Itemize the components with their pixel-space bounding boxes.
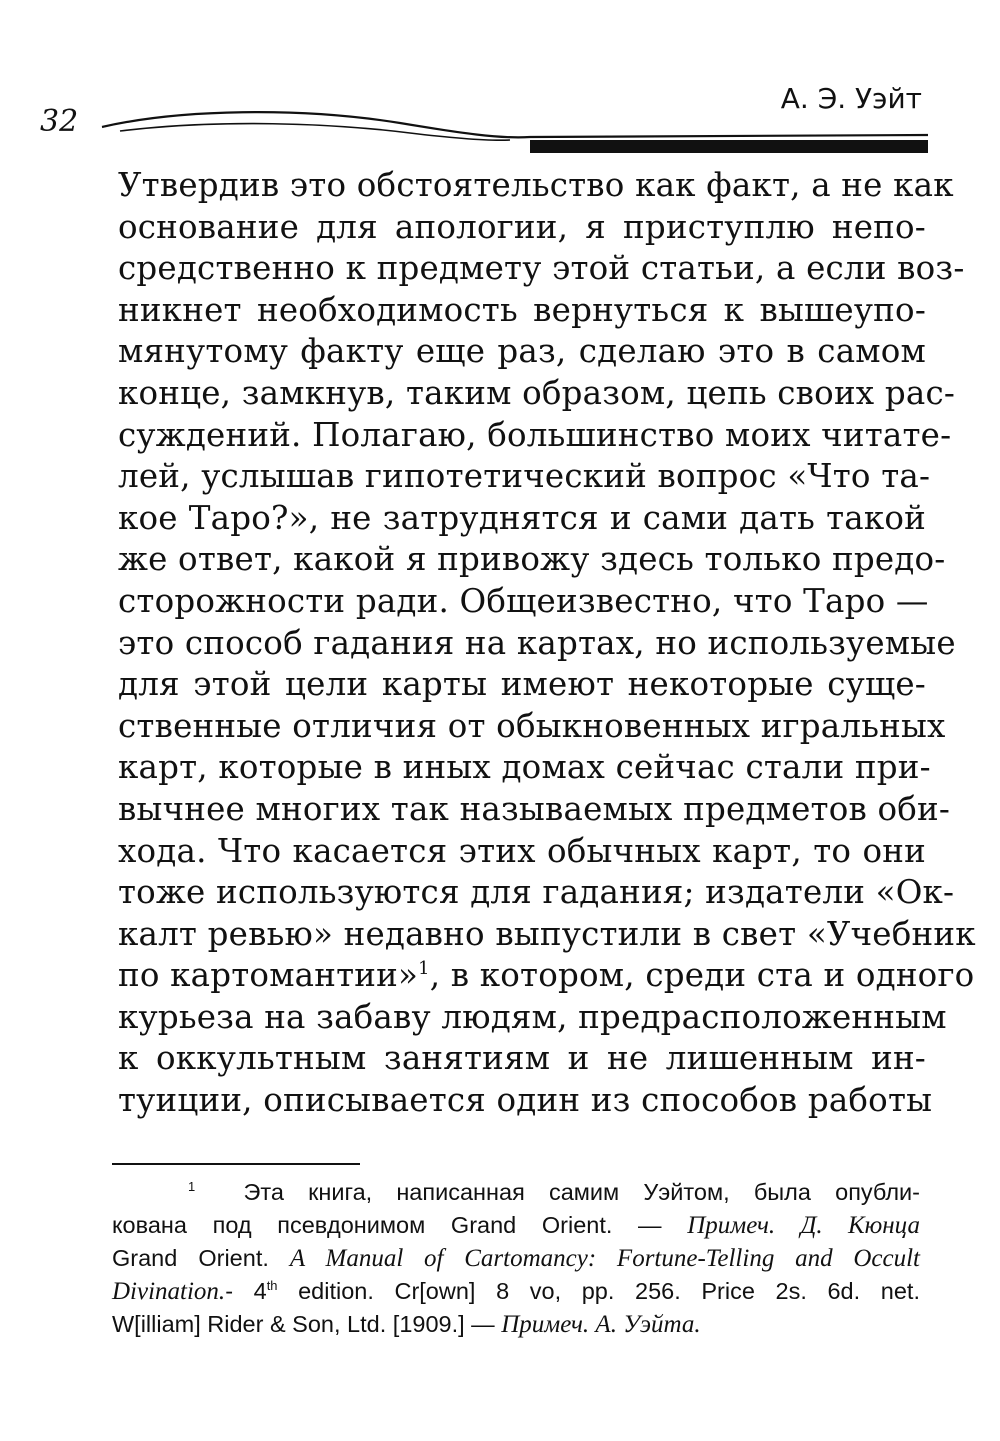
footnote-text: Grand Orient.: [112, 1245, 290, 1271]
body-line: лей, услышав гипотетический вопрос «Что та-: [118, 457, 931, 496]
footnote-text: - 4: [225, 1278, 267, 1304]
footnote-book-title-end: Divination.: [112, 1278, 226, 1305]
footnote-line: [112, 1242, 920, 1275]
footnote-text: edition. Cr[own] 8 vo, pp. 256. Price 2s. 6d. net.: [277, 1278, 920, 1304]
footnote-line: [112, 1176, 920, 1209]
body-line: мянутому факту еще раз, сделаю это в самом: [118, 332, 926, 371]
body-line: кое Таро?», не затруднятся и сами дать такой: [118, 498, 926, 537]
ornament-swash: [102, 112, 928, 137]
footnote-editor-note: Примеч. Д. Кюнца: [687, 1212, 920, 1239]
footnote-author-note: Примеч. А. Уэйта.: [501, 1311, 701, 1338]
body-line: никнет необходимость вернуться к вышеупо-: [118, 290, 926, 329]
footnote-text: Эта книга, написанная самим Уэйтом, была опубли-: [243, 1179, 921, 1205]
body-line-with-note: [118, 955, 975, 997]
body-line: ственные отличия от обыкновенных игральных: [118, 706, 946, 745]
body-line: вычнее многих так называемых предметов оби-: [118, 789, 951, 828]
body-line: суждений. Полагаю, большинство моих читате-: [118, 415, 952, 454]
footnote-book-title: A Manual of Cartomancy: Fortune-Telling and Occult: [289, 1245, 920, 1272]
footnote-ordinal: th: [266, 1278, 278, 1294]
page-number: 32: [40, 104, 79, 139]
footnote-line: [112, 1308, 920, 1341]
body-line: это способ гадания на картах, но используемые: [118, 623, 956, 662]
header-ornament: [100, 105, 930, 155]
body-line: к оккультным занятиям и не лишенным ин-: [118, 1039, 926, 1078]
body-line: средственно к предмету этой статьи, а если воз-: [118, 249, 965, 288]
footnote-divider: [112, 1163, 360, 1165]
body-line: сторожности ради. Общеизвестно, что Таро —: [118, 581, 929, 620]
running-head: А. Э. Уэйт: [780, 82, 922, 115]
body-line: для этой цели карты имеют некоторые суще-: [118, 665, 926, 704]
body-line: конце, замкнув, таким образом, цепь своих рас-: [118, 373, 956, 412]
footnote-text: кована под псевдонимом Grand Orient. —: [112, 1212, 688, 1238]
footnote-reference[interactable]: 1: [418, 958, 430, 980]
body-line-end: , в котором, среди ста и одного: [429, 956, 975, 995]
footnote: [112, 1176, 920, 1341]
footnote-marker: 1: [188, 1179, 196, 1195]
body-line: Утвердив это обстоятельство как факт, а не как: [118, 166, 954, 204]
body-line: туиции, описывается один из способов работы: [118, 1081, 933, 1120]
body-line: хода. Что касается этих обычных карт, то они: [118, 831, 926, 870]
body-text: [118, 165, 976, 1122]
footnote-text: W[illiam] Rider & Son, Ltd. [1909.] —: [112, 1311, 502, 1337]
body-line: тоже используются для гадания; издатели «Ок-: [118, 873, 955, 912]
body-line: курьеза на забаву людям, предрасположенным: [118, 997, 947, 1036]
body-line: основание для апологии, я приступлю непо-: [118, 207, 926, 246]
body-line: карт, которые в иных домах сейчас стали при-: [118, 748, 931, 787]
body-line: же ответ, какой я привожу здесь только предо-: [118, 540, 946, 579]
body-line: калт ревью» недавно выпустили в свет «Учебник: [118, 914, 976, 953]
footnote-line: [112, 1209, 920, 1242]
ornament-bar: [530, 140, 928, 153]
footnote-line: [112, 1275, 920, 1308]
body-line-start: по картомантии»: [118, 956, 419, 995]
